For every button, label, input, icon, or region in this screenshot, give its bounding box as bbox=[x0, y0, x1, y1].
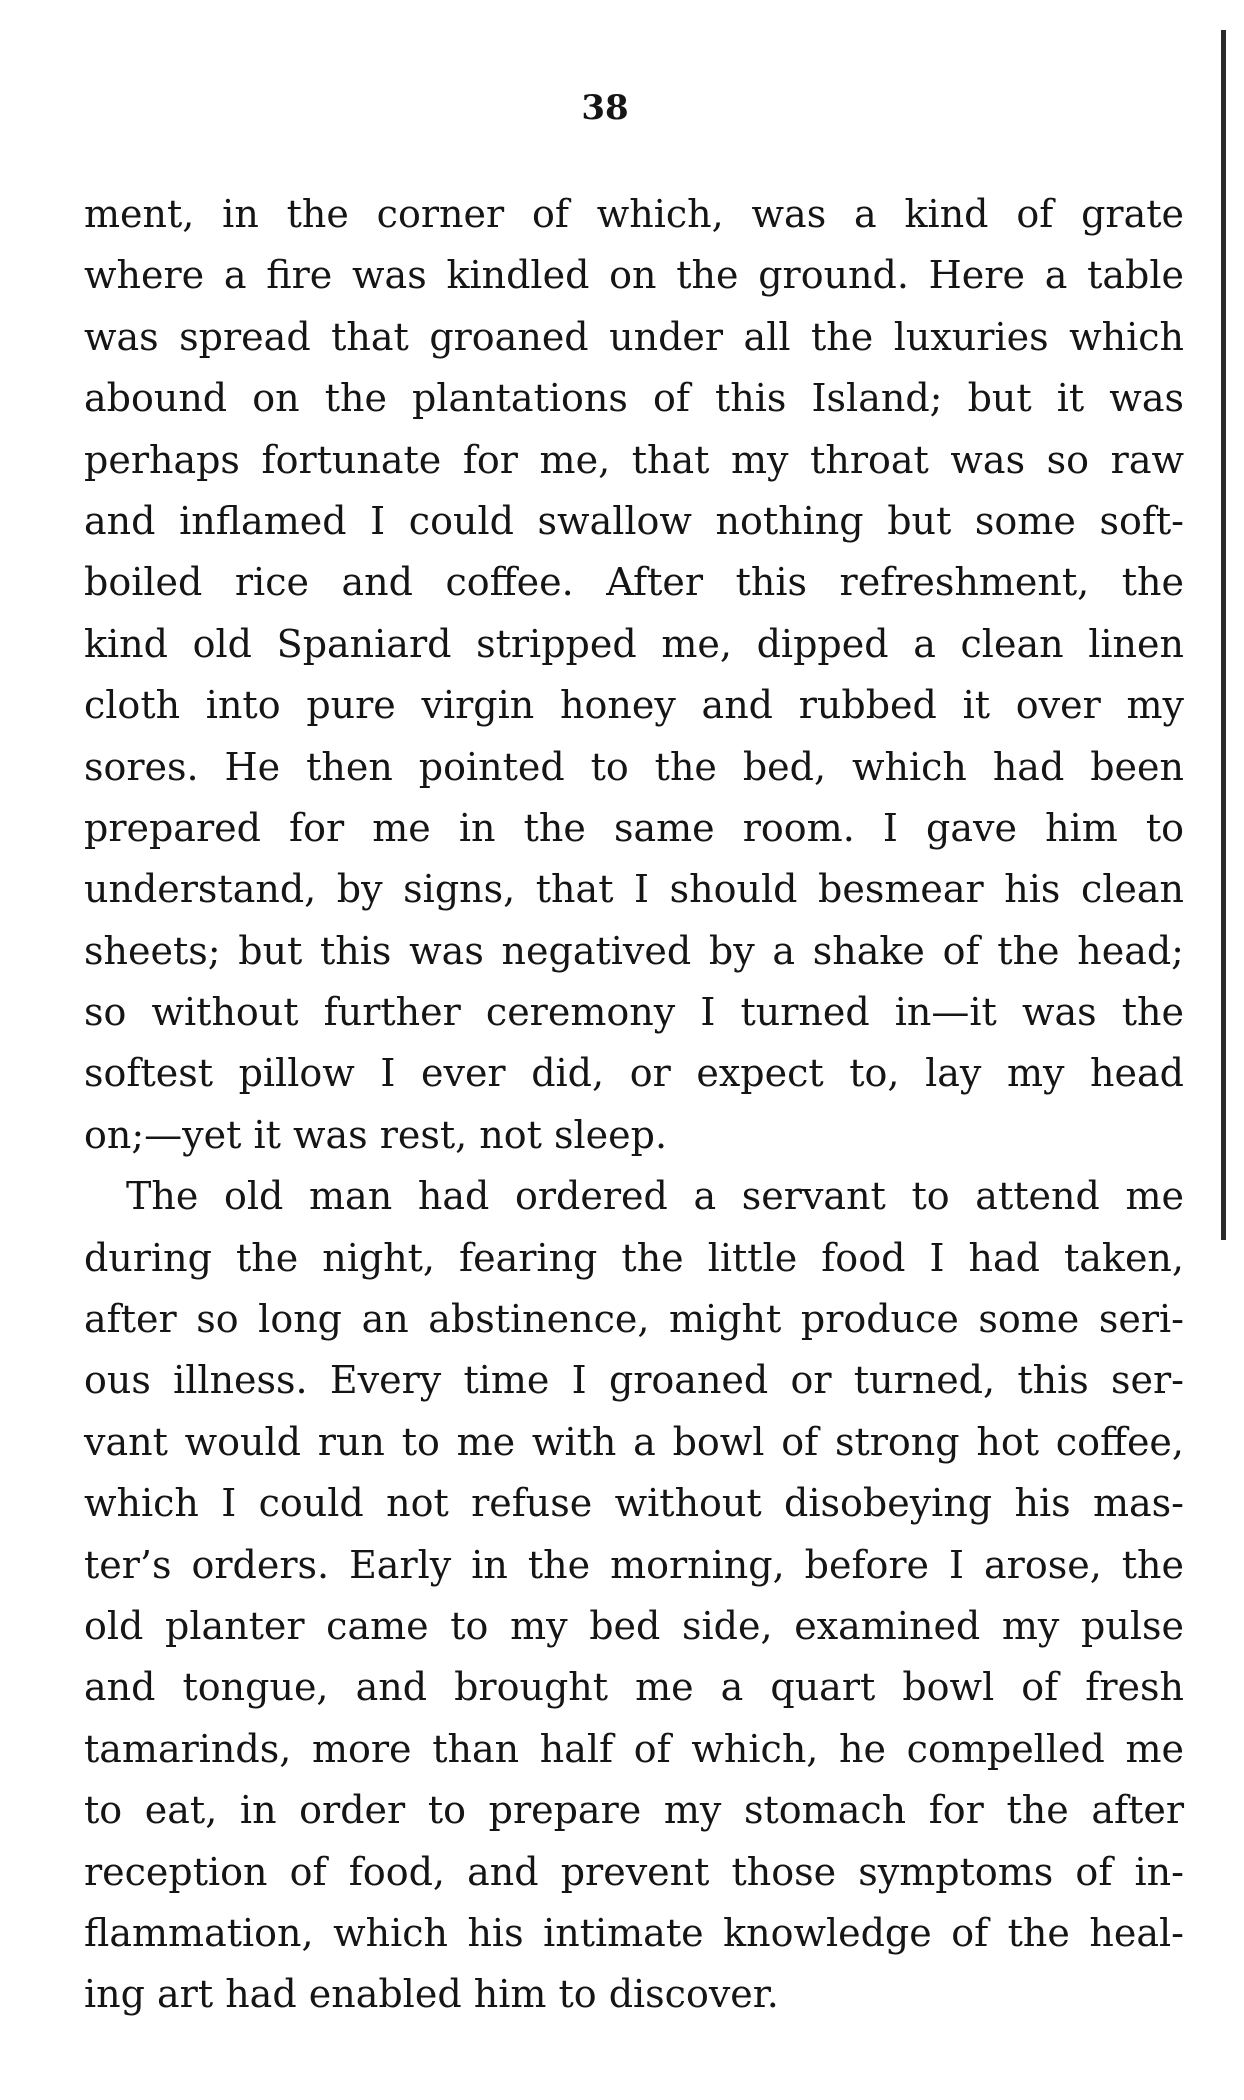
text-line: understand, by signs, that I should besmear his clean bbox=[84, 867, 1184, 912]
text-line: on;—yet it was rest, not sleep. bbox=[84, 1112, 668, 1157]
text-line: and inflamed I could swallow nothing but some soft- bbox=[84, 498, 1184, 543]
text-line: kind old Spaniard stripped me, dipped a clean linen bbox=[84, 621, 1184, 666]
text-line: to eat, in order to prepare my stomach for the after bbox=[84, 1788, 1184, 1833]
text-line: old planter came to my bed side, examined my pulse bbox=[84, 1603, 1184, 1648]
text-line: so without further ceremony I turned in—it was the bbox=[84, 990, 1184, 1035]
text-line: after so long an abstinence, might produce some seri- bbox=[84, 1297, 1184, 1342]
page-number: 38 bbox=[581, 88, 629, 128]
text-line: and tongue, and brought me a quart bowl of fresh bbox=[84, 1665, 1184, 1710]
text-line: boiled rice and coffee. After this refreshment, the bbox=[84, 560, 1184, 605]
body-text bbox=[84, 184, 1184, 2026]
text-line: ing art had enabled him to discover. bbox=[84, 1972, 779, 2017]
text-line: ment, in the corner of which, was a kind of grate bbox=[84, 192, 1184, 236]
text-line: The old man had ordered a servant to attend me bbox=[126, 1174, 1184, 1219]
text-line: was spread that groaned under all the luxuries which bbox=[84, 314, 1184, 359]
text-line: which I could not refuse without disobeying his mas- bbox=[84, 1481, 1184, 1526]
text-line: perhaps fortunate for me, that my throat was so raw bbox=[84, 437, 1184, 482]
paragraph-2 bbox=[84, 1166, 1184, 2025]
text-line: flammation, which his intimate knowledge of the heal- bbox=[84, 1910, 1184, 1955]
text-line: sores. He then pointed to the bed, which had been bbox=[84, 744, 1184, 789]
text-line: ter’s orders. Early in the morning, before I arose, the bbox=[84, 1542, 1184, 1587]
paragraph-1 bbox=[84, 184, 1184, 1166]
text-line: softest pillow I ever did, or expect to, lay my head bbox=[84, 1051, 1184, 1096]
text-line: cloth into pure virgin honey and rubbed it over my bbox=[84, 683, 1184, 728]
text-line: prepared for me in the same room. I gave him to bbox=[84, 805, 1184, 850]
text-line: ous illness. Every time I groaned or turned, this ser- bbox=[84, 1358, 1184, 1403]
page-edge-line bbox=[1221, 30, 1226, 1240]
text-line: abound on the plantations of this Island; but it was bbox=[84, 376, 1184, 421]
text-line: tamarinds, more than half of which, he compelled me bbox=[84, 1726, 1184, 1771]
text-line: during the night, fearing the little food I had taken, bbox=[84, 1235, 1184, 1280]
text-line: sheets; but this was negatived by a shake of the head; bbox=[84, 928, 1184, 973]
text-line: vant would run to me with a bowl of strong hot coffee, bbox=[84, 1419, 1184, 1464]
text-line: reception of food, and prevent those symptoms of in- bbox=[84, 1849, 1184, 1894]
text-line: where a fire was kindled on the ground. Here a table bbox=[84, 253, 1184, 298]
